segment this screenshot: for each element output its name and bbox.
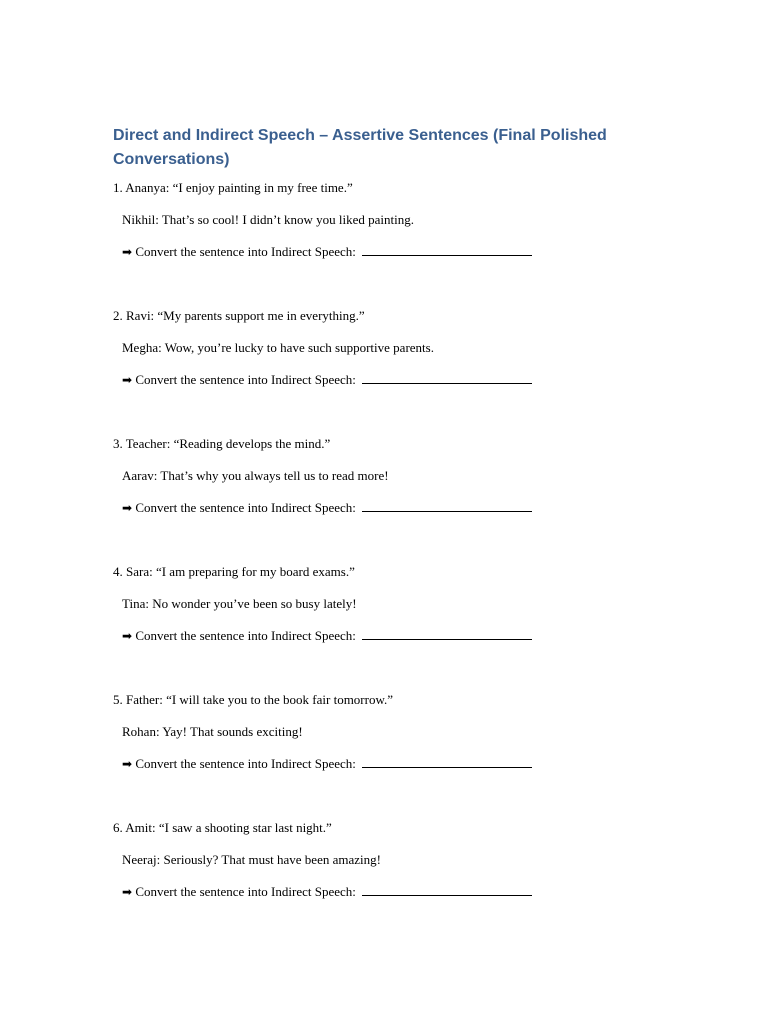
exercise-list [113, 172, 673, 940]
instruction-text: Convert the sentence into Indirect Speech: [135, 628, 356, 643]
answer-blank[interactable] [362, 894, 532, 896]
arrow-right-icon: ➡ [122, 501, 133, 515]
reply-line: Nikhil: That’s so cool! I didn’t know you liked painting. [122, 212, 414, 227]
exercise-item [113, 172, 673, 300]
exercise-item [113, 300, 673, 428]
instruction-line [113, 748, 673, 780]
direct-speech-text: Ravi: “My parents support me in everything.” [126, 308, 365, 323]
direct-speech-line [113, 300, 673, 332]
arrow-right-icon: ➡ [122, 629, 133, 643]
direct-speech-text: Sara: “I am preparing for my board exams.” [126, 564, 355, 579]
instruction-text: Convert the sentence into Indirect Speech: [135, 756, 356, 771]
answer-blank[interactable] [362, 638, 532, 640]
exercise-item [113, 428, 673, 556]
item-number: 6. [113, 820, 123, 835]
document-title: Direct and Indirect Speech – Assertive Sentences (Final Polished Conversations) [113, 127, 607, 168]
reply-line: Rohan: Yay! That sounds exciting! [122, 724, 303, 739]
arrow-right-icon: ➡ [122, 757, 133, 771]
reply-line: Neeraj: Seriously? That must have been amazing! [122, 852, 381, 867]
instruction-line [113, 620, 673, 652]
item-number: 2. [113, 308, 123, 323]
arrow-right-icon: ➡ [122, 885, 133, 899]
direct-speech-text: Amit: “I saw a shooting star last night.” [125, 820, 332, 835]
direct-speech-line [113, 684, 673, 716]
reply-line: Aarav: That’s why you always tell us to read more! [122, 468, 389, 483]
arrow-right-icon: ➡ [122, 245, 133, 259]
exercise-item [113, 684, 673, 812]
reply-line: Megha: Wow, you’re lucky to have such supportive parents. [122, 340, 434, 355]
instruction-line [113, 876, 673, 908]
reply-line: Tina: No wonder you’ve been so busy lately! [122, 596, 357, 611]
direct-speech-text: Teacher: “Reading develops the mind.” [125, 436, 331, 451]
answer-blank[interactable] [362, 254, 532, 256]
instruction-text: Convert the sentence into Indirect Speech: [135, 244, 356, 259]
item-number: 5. [113, 692, 123, 707]
direct-speech-line [113, 556, 673, 588]
instruction-line [113, 364, 673, 396]
answer-blank[interactable] [362, 766, 532, 768]
answer-blank[interactable] [362, 510, 532, 512]
exercise-item [113, 556, 673, 684]
instruction-line [113, 236, 673, 268]
instruction-text: Convert the sentence into Indirect Speech: [135, 884, 356, 899]
item-number: 4. [113, 564, 123, 579]
direct-speech-line [113, 812, 673, 844]
answer-blank[interactable] [362, 382, 532, 384]
direct-speech-line [113, 428, 673, 460]
instruction-text: Convert the sentence into Indirect Speech: [135, 372, 356, 387]
instruction-text: Convert the sentence into Indirect Speech: [135, 500, 356, 515]
item-number: 3. [113, 436, 123, 451]
direct-speech-line [113, 172, 673, 204]
instruction-line [113, 492, 673, 524]
direct-speech-text: Ananya: “I enjoy painting in my free time.” [125, 180, 353, 195]
direct-speech-text: Father: “I will take you to the book fair tomorrow.” [126, 692, 394, 707]
exercise-item [113, 812, 673, 940]
item-number: 1. [113, 180, 123, 195]
arrow-right-icon: ➡ [122, 373, 133, 387]
